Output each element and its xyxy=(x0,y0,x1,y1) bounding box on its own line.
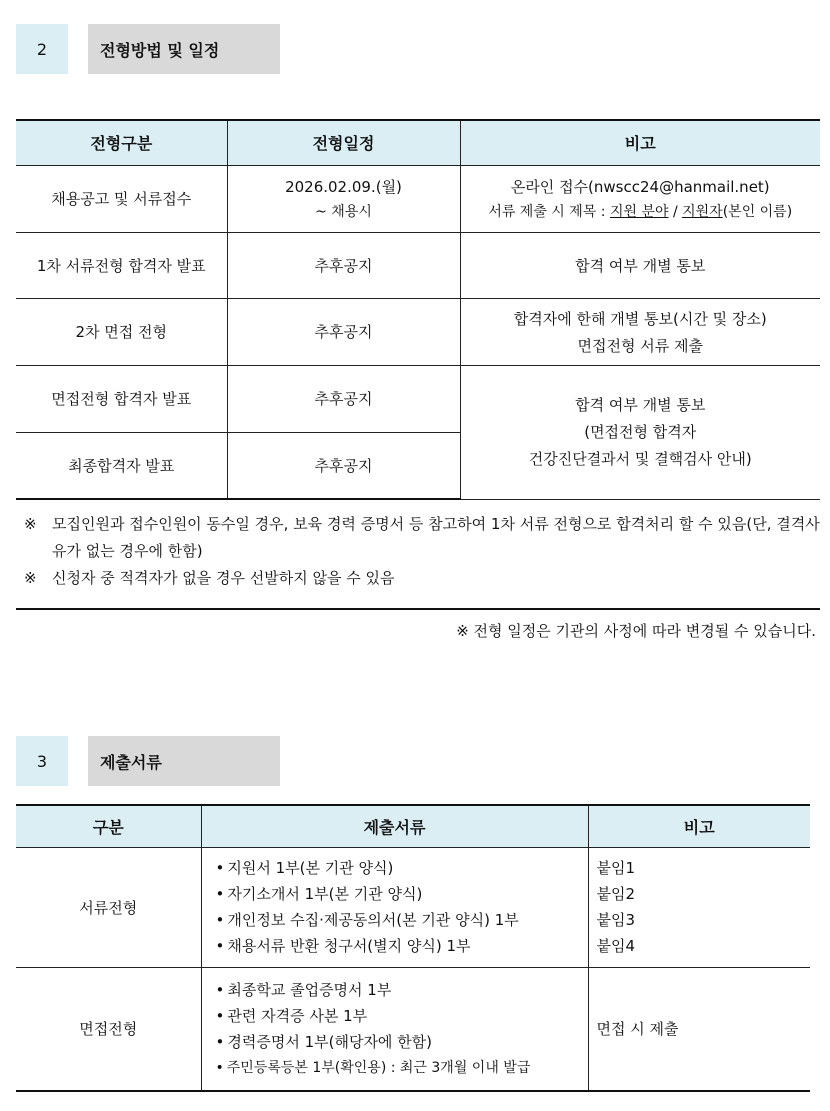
table-row xyxy=(16,165,820,232)
documents-table xyxy=(16,804,810,1092)
col-header-type: 전형구분 xyxy=(16,120,227,165)
table-row xyxy=(16,847,810,967)
row-date: 추후공지 xyxy=(227,232,460,298)
row-type: 채용공고 및 서류접수 xyxy=(16,165,227,232)
doc-text: 주민등록등본 1부(확인용) : 최근 3개월 이내 발급 xyxy=(226,1059,531,1076)
row-remark-merged xyxy=(460,365,820,499)
list-item: • 자기소개서 1부(본 기관 양식) xyxy=(215,885,423,903)
doc-text: 최종학교 졸업증명서 1부 xyxy=(227,980,392,999)
remark-line: 합격자에 한해 개별 통보(시간 및 장소) xyxy=(513,309,767,328)
remarks-list xyxy=(588,847,810,967)
section-3-number: 3 xyxy=(16,736,68,786)
notes xyxy=(16,511,820,592)
col-header-documents: 제출서류 xyxy=(201,805,588,847)
remark-underline: 지원 분야 xyxy=(609,204,669,220)
remark-line: 면접전형 서류 제출 xyxy=(577,336,703,355)
remark-text: 서류 제출 시 제목 : xyxy=(488,204,610,220)
section-2-title: 전형방법 및 일정 xyxy=(88,24,280,74)
remark-text: (본인 이름) xyxy=(722,204,793,220)
note-mark: ※ xyxy=(24,569,37,587)
row-date: 추후공지 xyxy=(227,365,460,432)
note-mark: ※ xyxy=(24,515,37,533)
row-remark: 합격 여부 개별 통보 xyxy=(460,232,820,298)
documents-list xyxy=(201,967,588,1091)
schedule-footnote: ※ 전형 일정은 기관의 사정에 따라 변경될 수 있습니다. xyxy=(456,622,816,640)
row-remark xyxy=(460,298,820,365)
schedule-table xyxy=(16,119,820,500)
section-3-header xyxy=(16,736,280,786)
row-type: 최종합격자 발표 xyxy=(16,432,227,499)
table-row xyxy=(16,232,820,298)
col-header-type: 구분 xyxy=(16,805,201,847)
table-row xyxy=(16,298,820,365)
list-item: • 채용서류 반환 청구서(별지 양식) 1부 xyxy=(215,937,471,955)
doc-text: 지원서 1부(본 기관 양식) xyxy=(227,859,394,877)
section-2-header xyxy=(16,24,280,74)
list-item: • 경력증명서 1부(해당자에 한함) xyxy=(215,1032,433,1051)
remark-line: 합격 여부 개별 통보 xyxy=(575,395,706,414)
remark-item: 붙임1 xyxy=(596,859,636,877)
row-type: 서류전형 xyxy=(16,847,201,967)
doc-text: 채용서류 반환 청구서(별지 양식) 1부 xyxy=(227,937,471,955)
row-type: 면접전형 합격자 발표 xyxy=(16,365,227,432)
row-date: 추후공지 xyxy=(227,432,460,499)
row-date xyxy=(227,165,460,232)
doc-text: 경력증명서 1부(해당자에 한함) xyxy=(227,1032,433,1051)
list-item: • 지원서 1부(본 기관 양식) xyxy=(215,859,394,877)
row-remark xyxy=(460,165,820,232)
doc-text: 관련 자격증 사본 1부 xyxy=(227,1006,368,1025)
col-header-remark: 비고 xyxy=(588,805,810,847)
remark-item: 붙임2 xyxy=(596,885,636,903)
notes-divider xyxy=(16,608,820,610)
list-item: • 관련 자격증 사본 1부 xyxy=(215,1006,368,1025)
remark-line: (면접전형 합격자 xyxy=(584,422,697,441)
remark-underline: 지원자 xyxy=(682,204,723,220)
section-3-title: 제출서류 xyxy=(88,736,280,786)
list-item: • 최종학교 졸업증명서 1부 xyxy=(215,980,392,999)
note-item xyxy=(16,565,820,592)
table-row xyxy=(16,967,810,1091)
documents-list xyxy=(201,847,588,967)
note-text: 모집인원과 접수인원이 동수일 경우, 보육 경력 증명서 등 참고하여 1차 서류 전형으로 합격처리 할 수 있음(단, 결격사유가 없는 경우에 한함) xyxy=(52,515,820,560)
note-text: 신청자 중 적격자가 없을 경우 선발하지 않을 수 있음 xyxy=(52,569,395,587)
documents-table-header xyxy=(16,805,810,847)
remark-item: 면접 시 제출 xyxy=(596,1019,679,1038)
date-line: 2026.02.09.(월) xyxy=(285,178,402,196)
section-2-number: 2 xyxy=(16,24,68,74)
row-type: 1차 서류전형 합격자 발표 xyxy=(16,232,227,298)
date-line: ~ 채용시 xyxy=(315,204,372,220)
remarks-list xyxy=(588,967,810,1091)
remark-item: 붙임4 xyxy=(596,937,636,955)
list-item: • 개인정보 수집·제공동의서(본 기관 양식) 1부 xyxy=(215,911,519,929)
row-type: 2차 면접 전형 xyxy=(16,298,227,365)
schedule-table-header xyxy=(16,120,820,165)
table-row xyxy=(16,365,820,432)
remark-line xyxy=(461,201,821,221)
remark-text: / xyxy=(668,204,683,220)
col-header-schedule: 전형일정 xyxy=(227,120,460,165)
note-item xyxy=(16,511,820,565)
remark-item: 붙임3 xyxy=(596,911,636,929)
doc-text: 자기소개서 1부(본 기관 양식) xyxy=(227,885,423,903)
list-item: • 주민등록등본 1부(확인용) : 최근 3개월 이내 발급 xyxy=(215,1059,531,1076)
col-header-remark: 비고 xyxy=(460,120,820,165)
row-type: 면접전형 xyxy=(16,967,201,1091)
doc-text: 개인정보 수집·제공동의서(본 기관 양식) 1부 xyxy=(227,911,519,929)
row-date: 추후공지 xyxy=(227,298,460,365)
remark-line: 온라인 접수(nwscc24@hanmail.net) xyxy=(510,178,770,196)
remark-line: 건강진단결과서 및 결핵검사 안내) xyxy=(528,449,752,468)
